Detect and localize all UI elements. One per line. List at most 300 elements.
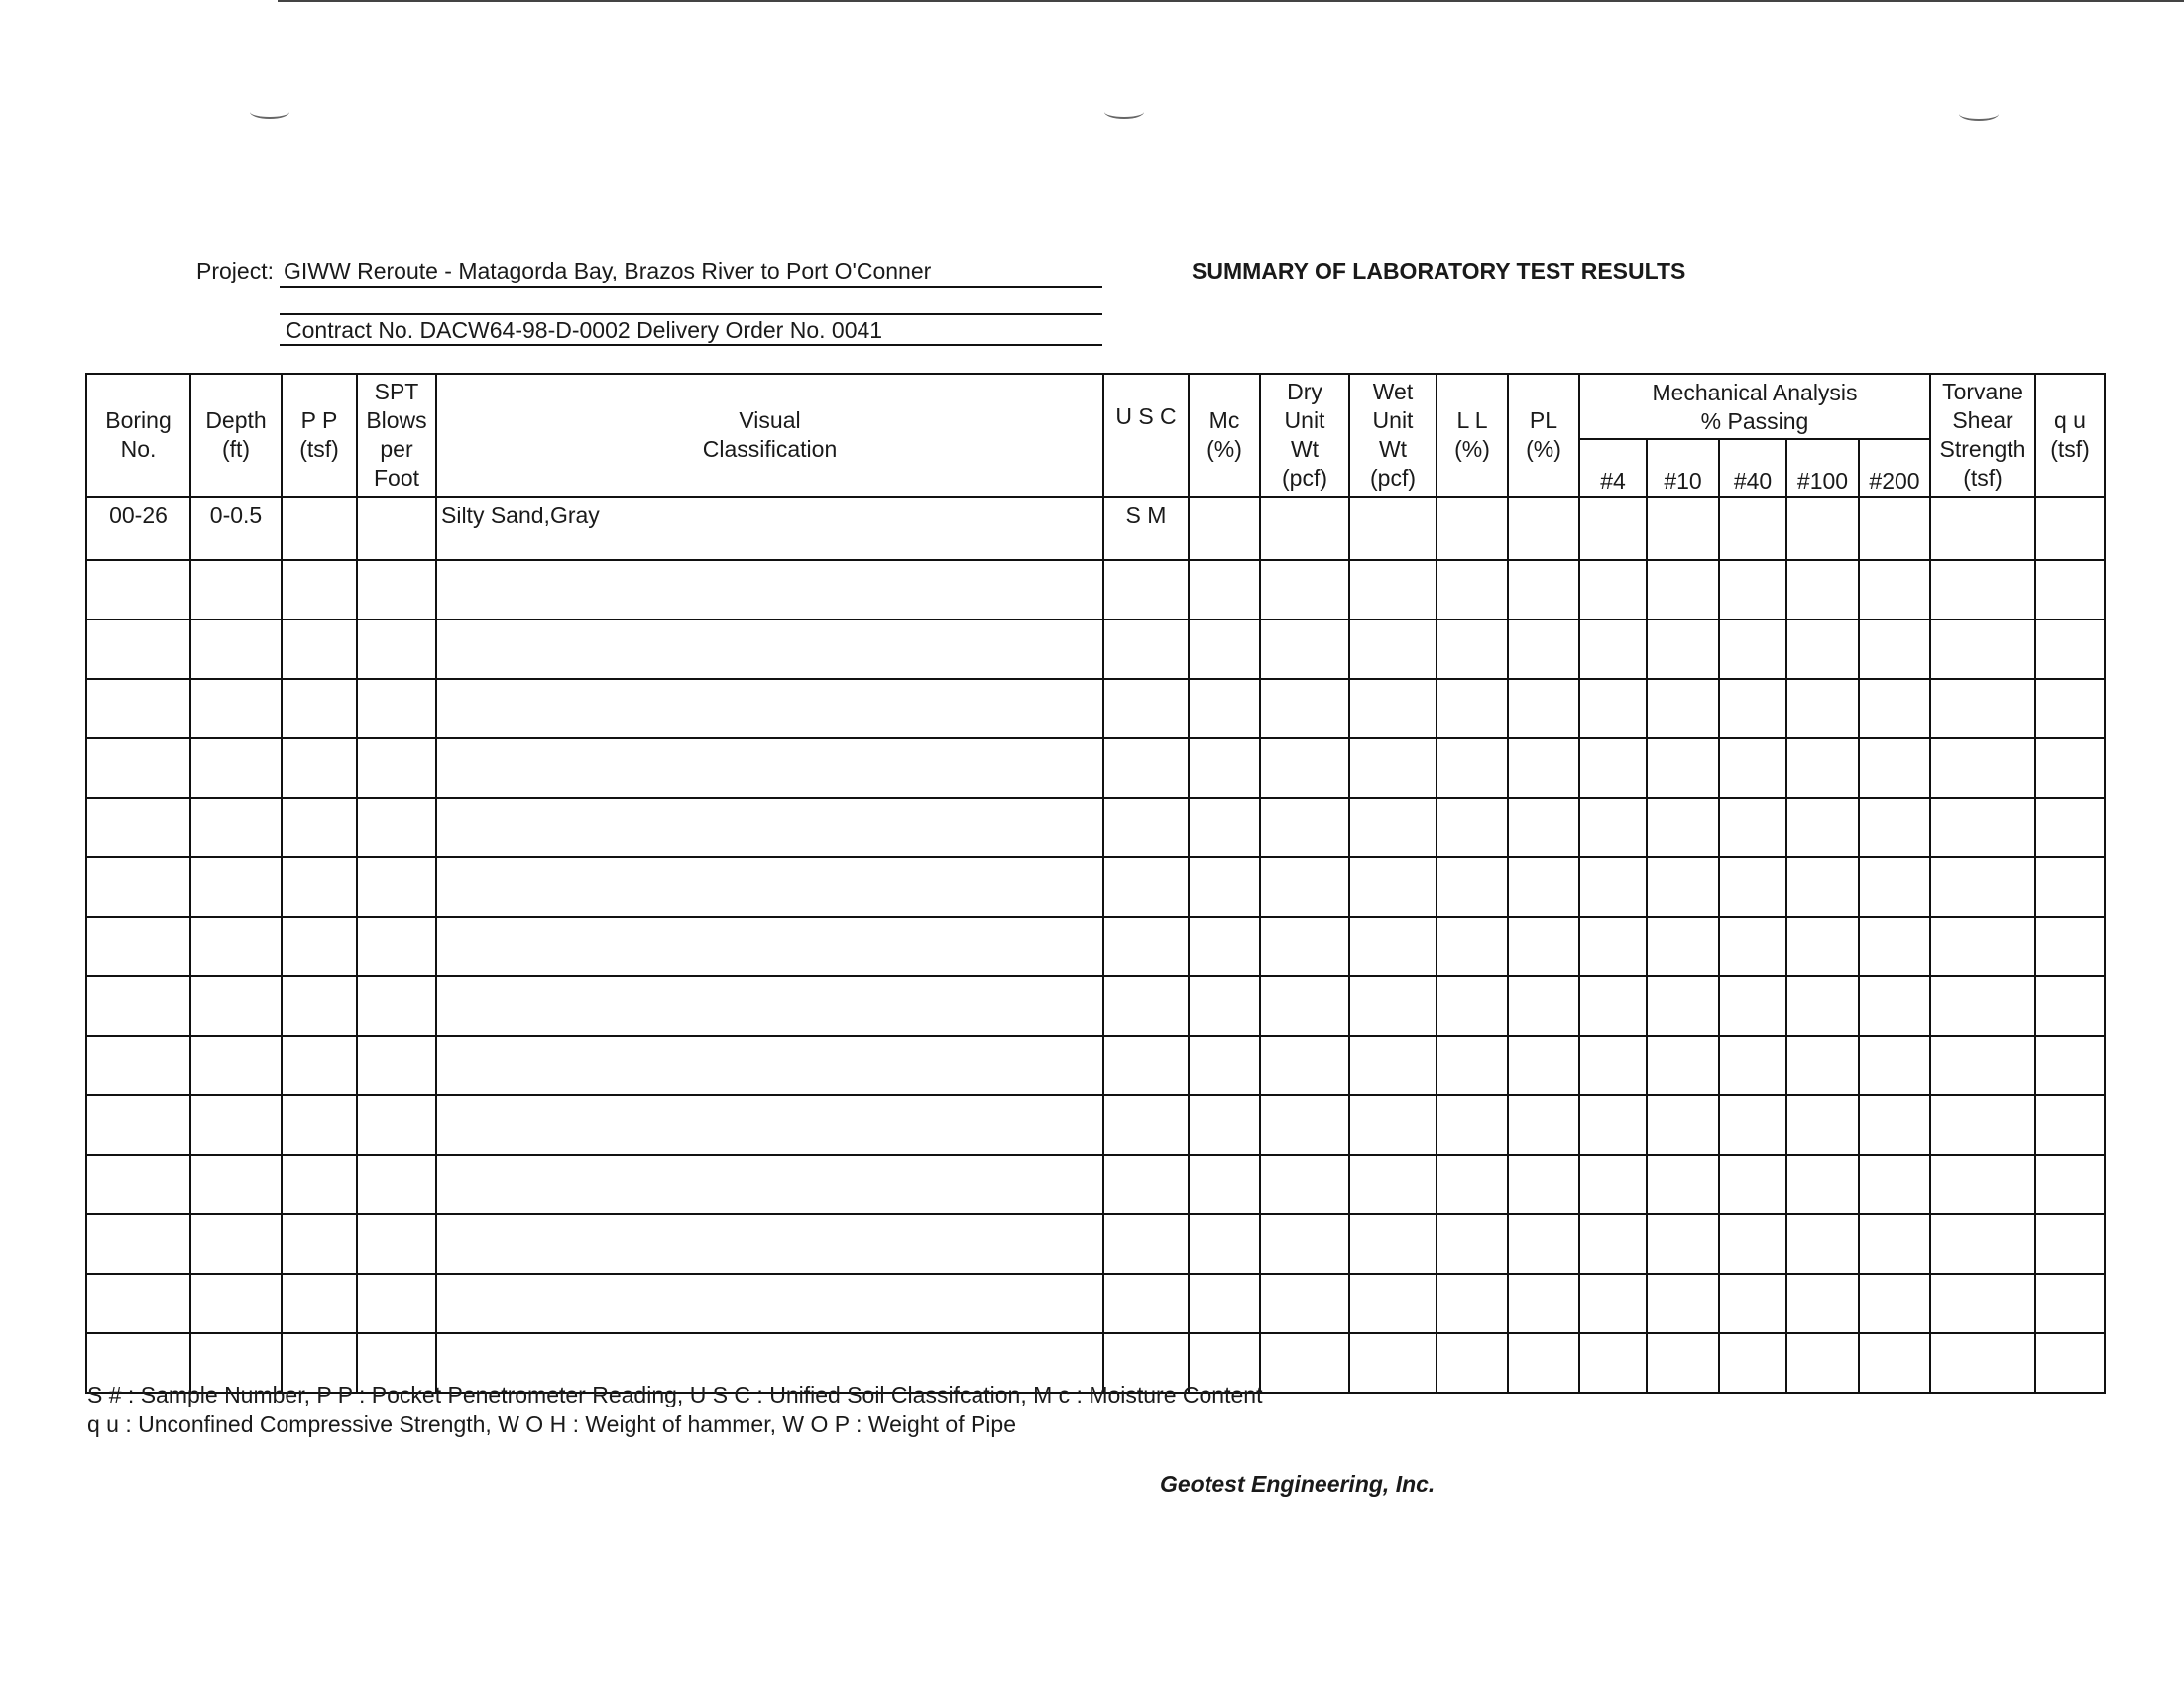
empty-cell <box>1719 1274 1786 1333</box>
empty-cell <box>282 679 357 738</box>
empty-cell <box>2035 1095 2105 1155</box>
empty-cell <box>86 976 190 1036</box>
empty-cell <box>1786 560 1859 619</box>
empty-cell <box>190 857 282 917</box>
empty-cell <box>1349 1214 1437 1274</box>
empty-cell <box>1437 1274 1508 1333</box>
empty-cell <box>1103 1155 1189 1214</box>
empty-cell <box>1260 560 1349 619</box>
col-header-wet-unit-wt: Wet Unit Wt (pcf) <box>1349 374 1437 497</box>
empty-cell <box>1508 738 1579 798</box>
cell-visual-classification: Silty Sand,Gray <box>436 497 1103 560</box>
cell-sieve-4 <box>1579 497 1647 560</box>
col-header-depth: Depth (ft) <box>190 374 282 497</box>
empty-cell <box>436 857 1103 917</box>
empty-cell <box>190 619 282 679</box>
empty-cell <box>2035 1036 2105 1095</box>
empty-cell <box>1579 560 1647 619</box>
empty-cell <box>357 917 436 976</box>
empty-cell <box>282 1036 357 1095</box>
cell-wet <box>1349 497 1437 560</box>
empty-cell <box>1189 857 1260 917</box>
project-label: Project: <box>196 258 274 283</box>
table-row <box>86 1214 2105 1274</box>
empty-cell <box>1579 738 1647 798</box>
empty-cell <box>1647 1036 1719 1095</box>
empty-cell <box>86 917 190 976</box>
empty-cell <box>1579 857 1647 917</box>
empty-cell <box>1103 917 1189 976</box>
empty-cell <box>2035 976 2105 1036</box>
cell-torvane <box>1930 497 2035 560</box>
empty-cell <box>1349 738 1437 798</box>
empty-cell <box>1437 1333 1508 1393</box>
empty-cell <box>1508 857 1579 917</box>
empty-cell <box>1859 1036 1930 1095</box>
empty-cell <box>1786 857 1859 917</box>
empty-cell <box>1579 1036 1647 1095</box>
empty-cell <box>1103 560 1189 619</box>
empty-cell <box>1930 1155 2035 1214</box>
empty-cell <box>1189 1214 1260 1274</box>
empty-cell <box>1260 1155 1349 1214</box>
empty-cell <box>1508 917 1579 976</box>
empty-cell <box>1349 917 1437 976</box>
empty-cell <box>1508 976 1579 1036</box>
punch-hole-mark <box>250 105 289 119</box>
empty-cell <box>1786 798 1859 857</box>
empty-cell <box>1349 857 1437 917</box>
empty-cell <box>2035 917 2105 976</box>
empty-cell <box>1189 738 1260 798</box>
empty-cell <box>1437 917 1508 976</box>
empty-cell <box>86 1274 190 1333</box>
empty-cell <box>1579 976 1647 1036</box>
empty-cell <box>1719 857 1786 917</box>
empty-cell <box>1260 1333 1349 1393</box>
empty-cell <box>1859 560 1930 619</box>
empty-cell <box>436 917 1103 976</box>
empty-cell <box>1103 798 1189 857</box>
empty-cell <box>1647 1333 1719 1393</box>
col-header-pl: PL (%) <box>1508 374 1579 497</box>
empty-cell <box>190 1274 282 1333</box>
empty-cell <box>1859 917 1930 976</box>
empty-cell <box>86 1214 190 1274</box>
empty-cell <box>1719 798 1786 857</box>
table-row <box>86 976 2105 1036</box>
empty-cell <box>1103 1095 1189 1155</box>
empty-cell <box>1437 560 1508 619</box>
empty-cell <box>1437 679 1508 738</box>
empty-cell <box>1930 976 2035 1036</box>
empty-cell <box>2035 1274 2105 1333</box>
col-header-usc: U S C <box>1103 374 1189 497</box>
col-header-spt: SPT Blows per Foot <box>357 374 436 497</box>
empty-cell <box>190 679 282 738</box>
empty-cell <box>436 798 1103 857</box>
empty-cell <box>436 1274 1103 1333</box>
empty-cell <box>1647 1095 1719 1155</box>
empty-cell <box>1930 1214 2035 1274</box>
empty-cell <box>1930 917 2035 976</box>
empty-cell <box>436 1036 1103 1095</box>
empty-cell <box>436 976 1103 1036</box>
empty-cell <box>1719 1095 1786 1155</box>
empty-cell <box>282 1274 357 1333</box>
empty-cell <box>1189 976 1260 1036</box>
empty-cell <box>1437 798 1508 857</box>
empty-cell <box>1859 1274 1930 1333</box>
cell-ll <box>1437 497 1508 560</box>
empty-cell <box>1719 976 1786 1036</box>
empty-cell <box>436 1155 1103 1214</box>
cell-spt <box>357 497 436 560</box>
empty-cell <box>1437 738 1508 798</box>
empty-cell <box>1579 679 1647 738</box>
empty-cell <box>436 560 1103 619</box>
empty-cell <box>1719 1214 1786 1274</box>
contract-overline <box>280 313 1102 315</box>
empty-cell <box>357 738 436 798</box>
empty-cell <box>1719 560 1786 619</box>
empty-cell <box>1647 679 1719 738</box>
empty-cell <box>2035 619 2105 679</box>
empty-cell <box>1260 917 1349 976</box>
empty-cell <box>1647 619 1719 679</box>
empty-cell <box>1579 798 1647 857</box>
empty-cell <box>1930 798 2035 857</box>
empty-cell <box>282 1214 357 1274</box>
empty-cell <box>1579 1214 1647 1274</box>
empty-cell <box>1579 619 1647 679</box>
empty-cell <box>1103 976 1189 1036</box>
empty-cell <box>1437 857 1508 917</box>
empty-cell <box>1189 1036 1260 1095</box>
empty-cell <box>1930 1274 2035 1333</box>
empty-cell <box>1859 1214 1930 1274</box>
empty-cell <box>1647 798 1719 857</box>
cell-sieve-40 <box>1719 497 1786 560</box>
empty-cell <box>190 1095 282 1155</box>
table-row <box>86 560 2105 619</box>
table-row <box>86 917 2105 976</box>
empty-cell <box>1859 1095 1930 1155</box>
col-header-mc: Mc (%) <box>1189 374 1260 497</box>
empty-cell <box>1647 560 1719 619</box>
empty-cell <box>282 798 357 857</box>
empty-cell <box>1786 976 1859 1036</box>
table-row <box>86 1036 2105 1095</box>
empty-cell <box>1647 917 1719 976</box>
empty-cell <box>1260 1274 1349 1333</box>
empty-cell <box>282 917 357 976</box>
empty-cell <box>1579 1155 1647 1214</box>
empty-cell <box>1719 1333 1786 1393</box>
cell-sieve-200 <box>1859 497 1930 560</box>
empty-cell <box>1719 1155 1786 1214</box>
contract-underline <box>280 344 1102 346</box>
empty-cell <box>1508 798 1579 857</box>
empty-cell <box>1719 619 1786 679</box>
empty-cell <box>2035 1214 2105 1274</box>
empty-cell <box>1579 1274 1647 1333</box>
empty-cell <box>1349 560 1437 619</box>
empty-cell <box>1859 976 1930 1036</box>
empty-cell <box>1508 619 1579 679</box>
empty-cell <box>1859 1333 1930 1393</box>
empty-cell <box>1930 1333 2035 1393</box>
empty-cell <box>190 560 282 619</box>
empty-cell <box>357 976 436 1036</box>
empty-cell <box>357 1155 436 1214</box>
empty-cell <box>1260 738 1349 798</box>
empty-cell <box>1859 679 1930 738</box>
empty-cell <box>1260 679 1349 738</box>
empty-cell <box>1786 1095 1859 1155</box>
empty-cell <box>1930 857 2035 917</box>
company-name: Geotest Engineering, Inc. <box>1160 1471 1436 1497</box>
empty-cell <box>86 1095 190 1155</box>
empty-cell <box>1437 976 1508 1036</box>
project-value: GIWW Reroute - Matagorda Bay, Brazos River to Port O'Conner <box>284 258 932 283</box>
empty-cell <box>1930 1095 2035 1155</box>
empty-cell <box>1786 738 1859 798</box>
empty-cell <box>1437 1155 1508 1214</box>
empty-cell <box>357 1274 436 1333</box>
empty-cell <box>1508 560 1579 619</box>
empty-cell <box>1349 1333 1437 1393</box>
empty-cell <box>1437 1095 1508 1155</box>
col-header-dry-unit-wt: Dry Unit Wt (pcf) <box>1260 374 1349 497</box>
empty-cell <box>1349 1036 1437 1095</box>
table-row <box>86 798 2105 857</box>
cell-mc <box>1189 497 1260 560</box>
col-header-sieve-200: #200 <box>1859 439 1930 497</box>
empty-cell <box>357 679 436 738</box>
empty-cell <box>1260 1095 1349 1155</box>
col-header-sieve-10: #10 <box>1647 439 1719 497</box>
empty-cell <box>282 619 357 679</box>
empty-cell <box>1103 1214 1189 1274</box>
empty-cell <box>86 1036 190 1095</box>
empty-cell <box>357 857 436 917</box>
empty-cell <box>2035 857 2105 917</box>
cell-boring: 00-26 <box>86 497 190 560</box>
empty-cell <box>1786 1155 1859 1214</box>
empty-cell <box>86 560 190 619</box>
empty-cell <box>1103 1274 1189 1333</box>
empty-cell <box>2035 1155 2105 1214</box>
empty-cell <box>86 798 190 857</box>
empty-cell <box>1719 738 1786 798</box>
empty-cell <box>190 1155 282 1214</box>
col-header-sieve-4: #4 <box>1579 439 1647 497</box>
empty-cell <box>282 1155 357 1214</box>
empty-cell <box>1189 619 1260 679</box>
empty-cell <box>1189 917 1260 976</box>
empty-cell <box>282 560 357 619</box>
empty-cell <box>1647 1274 1719 1333</box>
empty-cell <box>1859 857 1930 917</box>
empty-cell <box>2035 679 2105 738</box>
empty-cell <box>436 738 1103 798</box>
empty-cell <box>2035 798 2105 857</box>
empty-cell <box>190 917 282 976</box>
empty-cell <box>2035 1333 2105 1393</box>
empty-cell <box>1786 917 1859 976</box>
empty-cell <box>190 798 282 857</box>
empty-cell <box>1647 857 1719 917</box>
col-header-sieve-100: #100 <box>1786 439 1859 497</box>
empty-cell <box>1508 1036 1579 1095</box>
empty-cell <box>1349 1095 1437 1155</box>
empty-cell <box>436 679 1103 738</box>
contract-line: Contract No. DACW64-98-D-0002 Delivery Order No. 0041 <box>286 317 883 343</box>
empty-cell <box>1349 798 1437 857</box>
empty-cell <box>1508 1095 1579 1155</box>
empty-cell <box>1189 679 1260 738</box>
page-title: SUMMARY OF LABORATORY TEST RESULTS <box>1192 258 1686 283</box>
empty-cell <box>1189 1155 1260 1214</box>
empty-cell <box>1260 619 1349 679</box>
empty-cell <box>1579 917 1647 976</box>
empty-cell <box>436 1214 1103 1274</box>
empty-cell <box>2035 560 2105 619</box>
empty-cell <box>1189 1274 1260 1333</box>
empty-cell <box>436 1095 1103 1155</box>
col-header-pp: P P (tsf) <box>282 374 357 497</box>
empty-cell <box>1103 619 1189 679</box>
empty-cell <box>1103 738 1189 798</box>
cell-depth: 0-0.5 <box>190 497 282 560</box>
empty-cell <box>86 738 190 798</box>
empty-cell <box>1786 619 1859 679</box>
empty-cell <box>190 976 282 1036</box>
punch-hole-mark <box>1959 107 1999 121</box>
empty-cell <box>1930 619 2035 679</box>
col-header-visual: Visual Classification <box>436 374 1103 497</box>
table-row <box>86 1155 2105 1214</box>
footnote-line-2: q u : Unconfined Compressive Strength, W O H : Weight of hammer, W O P : Weight of Pipe <box>87 1411 1017 1437</box>
empty-cell <box>1508 1214 1579 1274</box>
empty-cell <box>1260 798 1349 857</box>
empty-cell <box>1189 1095 1260 1155</box>
empty-cell <box>1349 1155 1437 1214</box>
empty-cell <box>436 619 1103 679</box>
empty-cell <box>1349 679 1437 738</box>
empty-cell <box>1437 1214 1508 1274</box>
cell-pp <box>282 497 357 560</box>
project-underline <box>280 286 1102 288</box>
empty-cell <box>190 1036 282 1095</box>
table-row <box>86 857 2105 917</box>
empty-cell <box>1859 738 1930 798</box>
table-row <box>86 497 2105 560</box>
empty-cell <box>1719 1036 1786 1095</box>
table-row <box>86 1095 2105 1155</box>
empty-cell <box>190 1214 282 1274</box>
empty-cell <box>1579 1095 1647 1155</box>
lab-results-table <box>85 373 2106 1394</box>
empty-cell <box>1786 1036 1859 1095</box>
empty-cell <box>1786 679 1859 738</box>
empty-cell <box>1647 1155 1719 1214</box>
empty-cell <box>1786 1214 1859 1274</box>
cell-sieve-10 <box>1647 497 1719 560</box>
empty-cell <box>1719 917 1786 976</box>
punch-hole-mark <box>1104 105 1144 119</box>
empty-cell <box>2035 738 2105 798</box>
empty-cell <box>282 1095 357 1155</box>
empty-cell <box>357 798 436 857</box>
empty-cell <box>1260 857 1349 917</box>
table-row <box>86 679 2105 738</box>
empty-cell <box>1930 679 2035 738</box>
col-header-sieve-40: #40 <box>1719 439 1786 497</box>
empty-cell <box>1579 1333 1647 1393</box>
empty-cell <box>1437 619 1508 679</box>
empty-cell <box>1859 619 1930 679</box>
empty-cell <box>1189 560 1260 619</box>
empty-cell <box>86 619 190 679</box>
col-header-torvane: Torvane Shear Strength (tsf) <box>1930 374 2035 497</box>
col-header-boring: Boring No. <box>86 374 190 497</box>
empty-cell <box>86 1155 190 1214</box>
scan-edge-line <box>278 0 2184 2</box>
empty-cell <box>1786 1333 1859 1393</box>
empty-cell <box>1508 1274 1579 1333</box>
empty-cell <box>1859 1155 1930 1214</box>
table-row <box>86 1274 2105 1333</box>
empty-cell <box>1103 679 1189 738</box>
empty-cell <box>1349 976 1437 1036</box>
empty-cell <box>1508 1333 1579 1393</box>
empty-cell <box>1260 1214 1349 1274</box>
empty-cell <box>1719 679 1786 738</box>
empty-cell <box>282 857 357 917</box>
empty-cell <box>190 738 282 798</box>
empty-cell <box>357 619 436 679</box>
cell-sieve-100 <box>1786 497 1859 560</box>
empty-cell <box>357 560 436 619</box>
empty-cell <box>86 857 190 917</box>
empty-cell <box>1103 857 1189 917</box>
cell-usc: S M <box>1103 497 1189 560</box>
empty-cell <box>1508 1155 1579 1214</box>
empty-cell <box>1349 1274 1437 1333</box>
empty-cell <box>1930 560 2035 619</box>
empty-cell <box>1647 738 1719 798</box>
footnote-line-1: S # : Sample Number, P P : Pocket Penetrometer Reading, U S C : Unified Soil Classifcation, M c : Moisture Content <box>87 1382 1263 1408</box>
empty-cell <box>282 976 357 1036</box>
empty-cell <box>1260 976 1349 1036</box>
empty-cell <box>1786 1274 1859 1333</box>
empty-cell <box>1508 679 1579 738</box>
cell-dry <box>1260 497 1349 560</box>
empty-cell <box>1647 1214 1719 1274</box>
col-header-mechanical-analysis: Mechanical Analysis % Passing <box>1579 374 1930 439</box>
cell-qu <box>2035 497 2105 560</box>
cell-pl <box>1508 497 1579 560</box>
col-header-qu: q u (tsf) <box>2035 374 2105 497</box>
empty-cell <box>357 1214 436 1274</box>
empty-cell <box>282 738 357 798</box>
empty-cell <box>1189 798 1260 857</box>
empty-cell <box>1103 1036 1189 1095</box>
empty-cell <box>357 1095 436 1155</box>
empty-cell <box>86 679 190 738</box>
